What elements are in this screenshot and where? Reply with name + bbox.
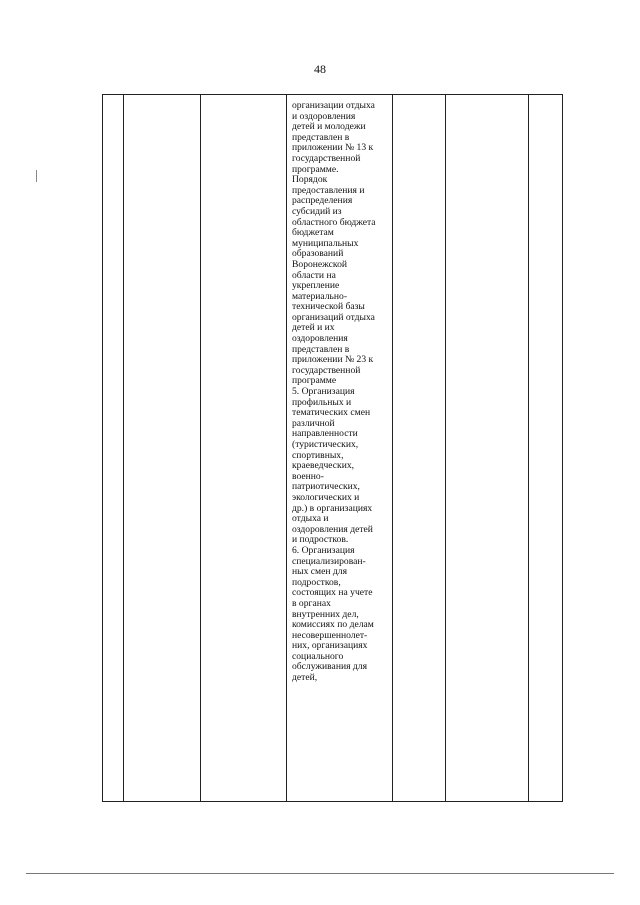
description-line: оздоровления [292,333,348,345]
page-number: 48 [314,62,326,76]
description-line: состоящих на учете [292,587,373,599]
description-line: технической базы [292,301,365,313]
description-line: (туристических, [292,439,359,450]
description-line: организации отдыха [292,100,375,111]
description-line: Воронежской [292,258,347,270]
description-line: субсидий из [292,205,342,217]
description-line: тематических смен [292,407,371,419]
description-line: программе [292,375,337,387]
description-line: комиссиях по делам [292,619,374,631]
description-line: ных смен для [292,566,347,578]
description-line: приложении № 23 к [292,354,374,366]
description-line: бюджетам [292,227,334,239]
description-line: военно- [292,470,324,482]
description-line: государственной [292,364,361,376]
description-line: образований [292,248,344,260]
description-line: области на [292,269,336,281]
description-line: муниципальных [292,237,359,249]
description-line: др.) в организациях [292,502,373,514]
description-line: предоставления и [292,184,365,196]
scan-mark [36,170,37,182]
description-line: краеведческих, [292,460,355,472]
description-line: Порядок [292,174,328,186]
description-line: представлен в [292,343,350,355]
description-line: них, организациях [292,640,368,652]
description-line: социального [292,650,344,662]
description-line: областного бюджета [292,216,376,228]
column-divider-5 [445,95,446,801]
description-line: распределения [292,195,353,207]
column-divider-2 [200,95,201,801]
description-line: патриотических, [292,481,360,493]
description-line: профильных и [292,396,352,408]
description-line: специализирован- [292,555,366,567]
description-line: направленности [292,428,358,440]
description-line: приложении № 13 к [292,142,374,154]
description-cell [292,101,395,684]
description-line: в органах [292,597,331,609]
description-line: несовершеннолет- [292,629,368,641]
description-line: оздоровления детей [292,523,373,535]
description-line: 5. Организация [292,386,355,398]
column-divider-1 [123,95,124,801]
description-line: 6. Организация [292,544,355,556]
description-line: материально- [292,290,348,302]
description-line: спортивных, [292,449,344,461]
description-line: детей, [292,672,318,684]
description-line: различной [292,417,335,429]
description-line: представлен в [292,131,350,143]
description-line: внутренних дел, [292,608,359,620]
description-line: и оздоровления [292,110,356,122]
description-line: экологических и [292,491,360,503]
table [102,94,563,802]
column-divider-6 [528,95,529,801]
column-divider-3 [286,95,287,801]
description-line: и подростков. [292,534,349,546]
description-line: детей и их [292,322,335,334]
description-line: детей и молодежи [292,121,366,133]
description-line: программе. [292,163,339,175]
description-line: отдыха и [292,513,329,525]
description-line: укрепление [292,280,340,292]
description-line: организаций отдыха [292,311,375,323]
description-line: государственной [292,152,361,164]
description-line: подростков, [292,576,341,588]
description-line: обслуживания для [292,661,367,673]
footer-rule [26,873,614,874]
